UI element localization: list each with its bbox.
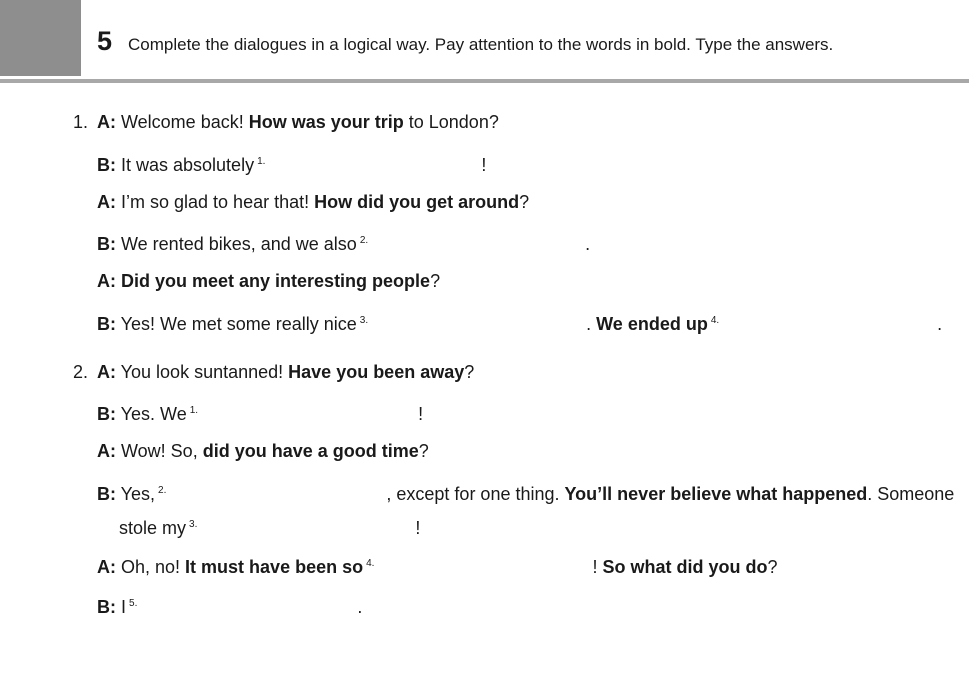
answer-input[interactable] — [137, 603, 357, 621]
gap-number: 1. — [257, 156, 266, 167]
line-text: ? — [464, 362, 475, 382]
speaker-label: A: — [97, 192, 116, 212]
line-text: . — [357, 597, 363, 617]
exercise-number: 5 — [97, 26, 113, 56]
bold-prompt: How was your trip — [248, 112, 404, 132]
answer-input[interactable] — [368, 320, 586, 338]
speaker-label: B: — [97, 155, 116, 175]
gap-number: 2. — [359, 235, 369, 246]
line-text: Yes! We met some really nice — [116, 314, 357, 334]
bold-prompt: did you have a good time — [202, 441, 419, 461]
gap-number: 4. — [366, 558, 375, 569]
line-text: stole my — [119, 518, 187, 538]
line-text: Yes. We — [116, 404, 187, 424]
bold-prompt: It must have been so — [185, 557, 364, 577]
line-text: Oh, no! — [116, 557, 186, 577]
speaker-label: B: — [97, 484, 116, 504]
answer-gap[interactable] — [197, 520, 415, 538]
bold-prompt: Did you meet any interesting people — [116, 271, 431, 291]
dialogue-line — [97, 310, 942, 335]
line-text: It was absolutely — [116, 155, 255, 175]
dialogue-line — [97, 440, 429, 462]
gap-number: 3. — [189, 519, 198, 530]
bold-prompt: So what did you do — [602, 557, 768, 577]
line-text: ? — [418, 441, 429, 461]
speaker-label: A: — [97, 112, 116, 132]
line-text: We rented bikes, and we also — [116, 234, 357, 254]
line-text: ! — [415, 518, 421, 538]
gap-number: 2. — [158, 485, 167, 496]
dialogue-number: 2. — [73, 362, 89, 382]
bold-prompt: How did you get around — [314, 192, 520, 212]
speaker-label: A: — [97, 441, 116, 461]
line-text: . — [585, 234, 591, 254]
answer-input[interactable] — [166, 490, 386, 508]
dialogue-line — [97, 400, 423, 425]
exercise-instruction: Complete the dialogues in a logical way. Pay attention to the words in bold. Type the answers. — [128, 35, 834, 54]
dialogue-line — [97, 270, 440, 292]
answer-input[interactable] — [368, 240, 585, 258]
answer-gap[interactable] — [137, 599, 357, 617]
gap-number: 4. — [710, 315, 720, 326]
line-text: Welcome back! — [116, 112, 249, 132]
answer-gap[interactable] — [368, 316, 586, 334]
speaker-label: B: — [97, 597, 116, 617]
line-text: ! — [481, 155, 487, 175]
bold-prompt: You’ll never believe what happened — [564, 484, 868, 504]
answer-input[interactable] — [265, 161, 481, 179]
header-gray-block — [0, 0, 81, 76]
header-divider — [0, 79, 969, 83]
line-text: ! — [418, 404, 424, 424]
dialogue-line-continued — [119, 514, 420, 539]
speaker-label: A: — [97, 362, 116, 382]
line-text: Yes, — [116, 484, 156, 504]
answer-input[interactable] — [719, 320, 937, 338]
bold-prompt: We ended up — [596, 314, 708, 334]
speaker-label: A: — [97, 271, 116, 291]
answer-gap[interactable] — [166, 486, 386, 504]
gap-number: 5. — [129, 598, 138, 609]
answer-input[interactable] — [197, 524, 415, 542]
answer-gap[interactable] — [374, 559, 592, 577]
line-text: to London? — [403, 112, 499, 132]
answer-gap[interactable] — [198, 406, 418, 424]
line-text: Wow! So, — [116, 441, 203, 461]
line-text: ! — [592, 557, 603, 577]
line-text: ? — [519, 192, 530, 212]
speaker-label: B: — [97, 314, 116, 334]
answer-input[interactable] — [198, 410, 418, 428]
dialogue-line — [97, 151, 486, 176]
gap-number: 3. — [359, 315, 369, 326]
bold-prompt: Have you been away — [288, 362, 465, 382]
dialogue-line — [97, 593, 362, 618]
line-text: . — [937, 314, 943, 334]
answer-gap[interactable] — [368, 236, 585, 254]
line-text: , except for one thing. — [386, 484, 565, 504]
dialogue-line — [97, 111, 499, 133]
answer-input[interactable] — [374, 563, 592, 581]
speaker-label: B: — [97, 234, 116, 254]
line-text: You look suntanned! — [116, 362, 289, 382]
dialogue-line — [97, 361, 474, 383]
line-text: ? — [767, 557, 778, 577]
dialogue-line — [97, 230, 590, 255]
line-text: I — [116, 597, 127, 617]
dialogue-line — [97, 553, 777, 578]
dialogue-line — [97, 191, 529, 213]
line-text: . — [586, 314, 597, 334]
answer-gap[interactable] — [719, 316, 937, 334]
answer-gap[interactable] — [265, 157, 481, 175]
line-text: . Someone — [867, 484, 955, 504]
line-text: I’m so glad to hear that! — [116, 192, 315, 212]
gap-number: 1. — [189, 405, 199, 416]
dialogue-number: 1. — [73, 112, 89, 132]
line-text: ? — [430, 271, 441, 291]
speaker-label: A: — [97, 557, 116, 577]
dialogue-line — [97, 480, 954, 505]
speaker-label: B: — [97, 404, 116, 424]
